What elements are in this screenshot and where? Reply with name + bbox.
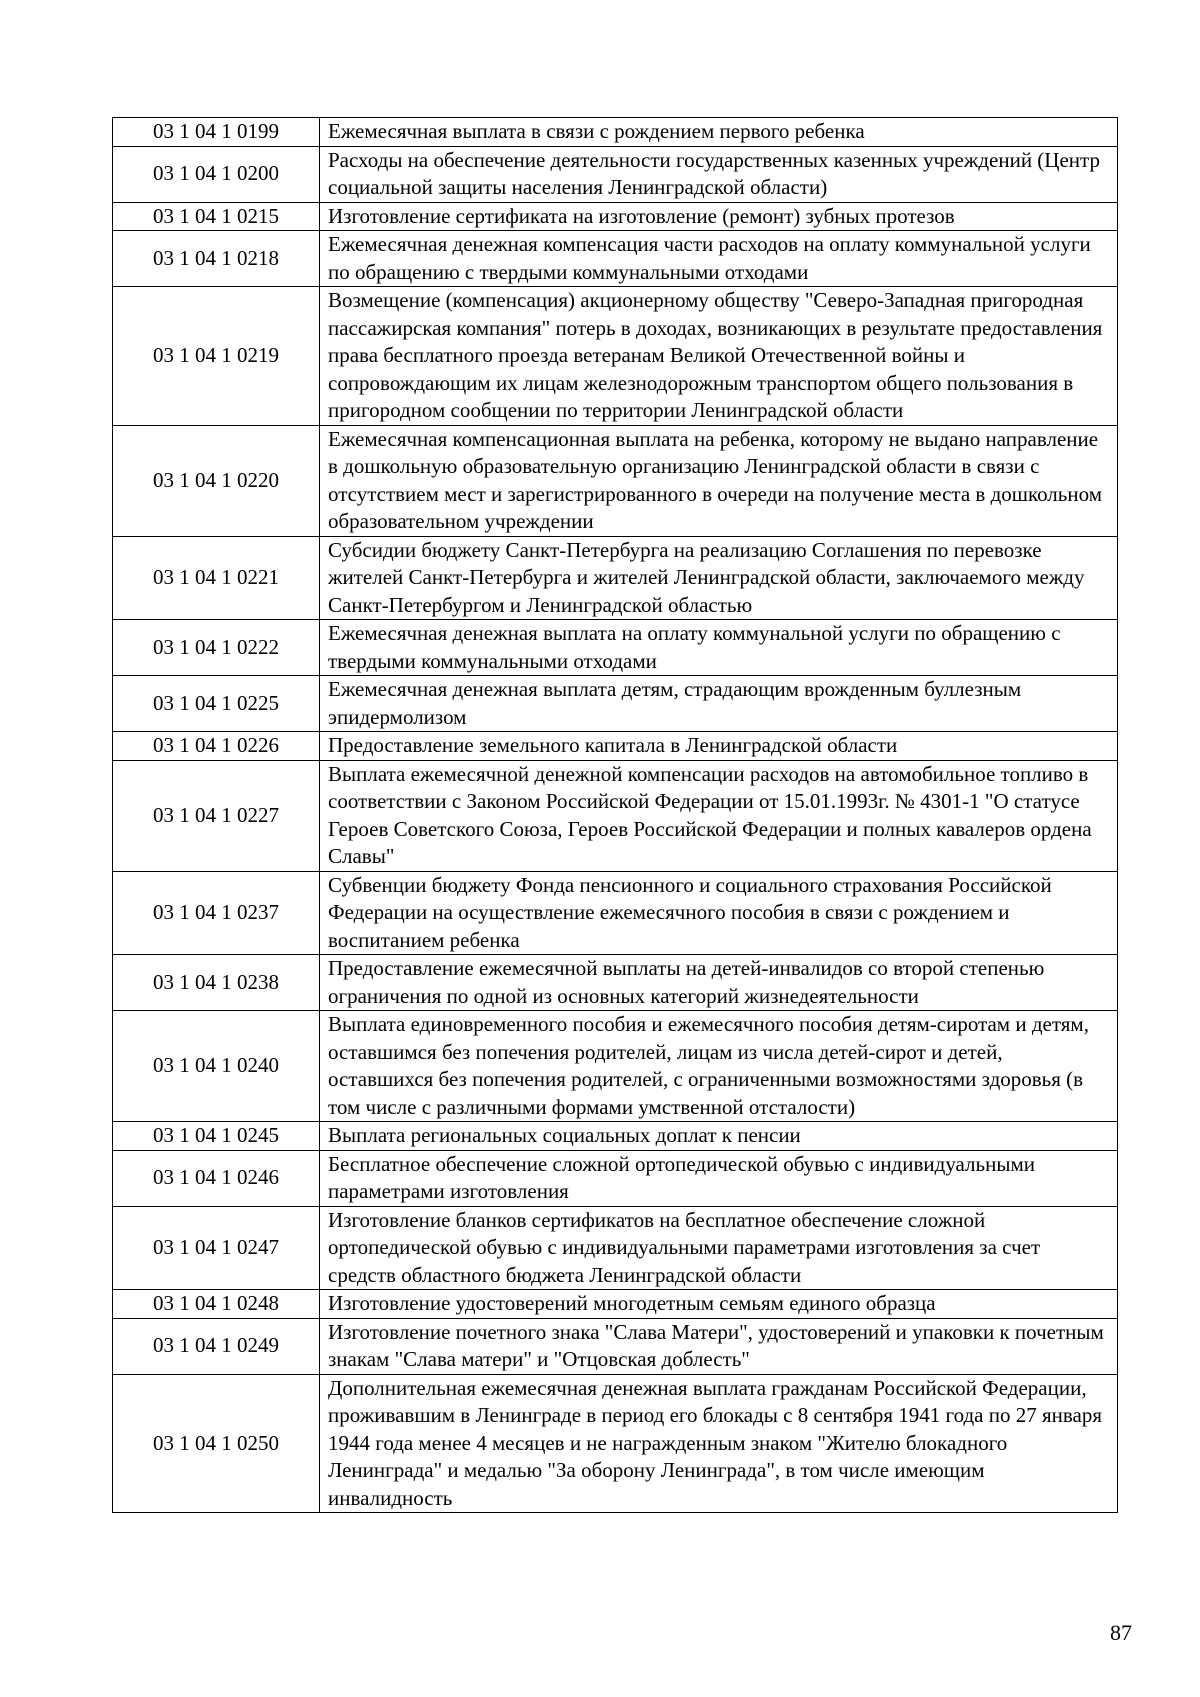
classification-code: 03 1 04 1 0225 xyxy=(113,676,320,732)
expense-description: Бесплатное обеспечение сложной ортопедической обувью с индивидуальными параметрами изготовления xyxy=(320,1150,1118,1206)
classification-code: 03 1 04 1 0240 xyxy=(113,1011,320,1122)
table-row xyxy=(113,1290,1118,1319)
table-body xyxy=(113,118,1118,1513)
classification-code: 03 1 04 1 0219 xyxy=(113,287,320,426)
expense-description: Ежемесячная денежная выплата на оплату коммунальной услуги по обращению с твердыми коммунальными отходами xyxy=(320,620,1118,676)
expense-description: Субсидии бюджету Санкт-Петербурга на реализацию Соглашения по перевозке жителей Санкт-Петербурга и жителей Ленинградской области, заключаемого между Санкт-Петербургом и Ленинградской областью xyxy=(320,536,1118,620)
expense-description: Изготовление почетного знака "Слава Матери", удостоверений и упаковки к почетным знакам "Слава матери" и "Отцовская доблесть" xyxy=(320,1318,1118,1374)
budget-codes-table xyxy=(112,117,1118,1513)
table-row xyxy=(113,760,1118,871)
expense-description: Расходы на обеспечение деятельности государственных казенных учреждений (Центр социальной защиты населения Ленинградской области) xyxy=(320,146,1118,202)
expense-description: Выплата региональных социальных доплат к пенсии xyxy=(320,1122,1118,1151)
table-row xyxy=(113,536,1118,620)
expense-description: Выплата ежемесячной денежной компенсации расходов на автомобильное топливо в соответствии с Законом Российской Федерации от 15.01.1993г. № 4301-1 "О статусе Героев Советского Союза, Героев Российской Федерации и полных кавалеров ордена Славы" xyxy=(320,760,1118,871)
expense-description: Предоставление земельного капитала в Ленинградской области xyxy=(320,732,1118,761)
classification-code: 03 1 04 1 0221 xyxy=(113,536,320,620)
table-row xyxy=(113,1206,1118,1290)
classification-code: 03 1 04 1 0200 xyxy=(113,146,320,202)
classification-code: 03 1 04 1 0215 xyxy=(113,202,320,231)
expense-description: Ежемесячная компенсационная выплата на ребенка, которому не выдано направление в дошкольную образовательную организацию Ленинградской области в связи с отсутствием мест и зарегистрированного в очереди на получение места в дошкольном образовательном учреждении xyxy=(320,425,1118,536)
classification-code: 03 1 04 1 0222 xyxy=(113,620,320,676)
expense-description: Изготовление удостоверений многодетным семьям единого образца xyxy=(320,1290,1118,1319)
table-row xyxy=(113,1374,1118,1513)
classification-code: 03 1 04 1 0227 xyxy=(113,760,320,871)
expense-description: Изготовление сертификата на изготовление (ремонт) зубных протезов xyxy=(320,202,1118,231)
classification-code: 03 1 04 1 0238 xyxy=(113,955,320,1011)
table-row xyxy=(113,871,1118,955)
page-number: 87 xyxy=(1110,1620,1132,1645)
table-row xyxy=(113,287,1118,426)
expense-description: Предоставление ежемесячной выплаты на детей-инвалидов со второй степенью ограничения по одной из основных категорий жизнедеятельности xyxy=(320,955,1118,1011)
table-row xyxy=(113,118,1118,147)
table-row xyxy=(113,620,1118,676)
classification-code: 03 1 04 1 0226 xyxy=(113,732,320,761)
expense-description: Ежемесячная денежная выплата детям, страдающим врожденным буллезным эпидермолизом xyxy=(320,676,1118,732)
classification-code: 03 1 04 1 0245 xyxy=(113,1122,320,1151)
classification-code: 03 1 04 1 0250 xyxy=(113,1374,320,1513)
table-row xyxy=(113,1318,1118,1374)
table-row xyxy=(113,1122,1118,1151)
table-row xyxy=(113,1150,1118,1206)
expense-description: Ежемесячная выплата в связи с рождением первого ребенка xyxy=(320,118,1118,147)
table-row xyxy=(113,202,1118,231)
classification-code: 03 1 04 1 0248 xyxy=(113,1290,320,1319)
table-row xyxy=(113,955,1118,1011)
expense-description: Возмещение (компенсация) акционерному обществу "Северо-Западная пригородная пассажирская компания" потерь в доходах, возникающих в результате предоставления права бесплатного проезда ветеранам Великой Отечественной войны и сопровождающим их лицам железнодорожным транспортом общего пользования в пригородном сообщении по территории Ленинградской области xyxy=(320,287,1118,426)
table-row xyxy=(113,676,1118,732)
classification-code: 03 1 04 1 0199 xyxy=(113,118,320,147)
classification-code: 03 1 04 1 0247 xyxy=(113,1206,320,1290)
table-row xyxy=(113,1011,1118,1122)
expense-description: Изготовление бланков сертификатов на бесплатное обеспечение сложной ортопедической обувью с индивидуальными параметрами изготовления за счет средств областного бюджета Ленинградской области xyxy=(320,1206,1118,1290)
classification-code: 03 1 04 1 0246 xyxy=(113,1150,320,1206)
classification-code: 03 1 04 1 0218 xyxy=(113,231,320,287)
table-row xyxy=(113,146,1118,202)
table-row xyxy=(113,231,1118,287)
expense-description: Выплата единовременного пособия и ежемесячного пособия детям-сиротам и детям, оставшимся без попечения родителей, лицам из числа детей-сирот и детей, оставшихся без попечения родителей, с ограниченными возможностями здоровья (в том числе с различными формами умственной отсталости) xyxy=(320,1011,1118,1122)
expense-description: Субвенции бюджету Фонда пенсионного и социального страхования Российской Федерации на осуществление ежемесячного пособия в связи с рождением и воспитанием ребенка xyxy=(320,871,1118,955)
classification-code: 03 1 04 1 0249 xyxy=(113,1318,320,1374)
expense-description: Ежемесячная денежная компенсация части расходов на оплату коммунальной услуги по обращению с твердыми коммунальными отходами xyxy=(320,231,1118,287)
expense-description: Дополнительная ежемесячная денежная выплата гражданам Российской Федерации, проживавшим в Ленинграде в период его блокады с 8 сентября 1941 года по 27 января 1944 года менее 4 месяцев и не награжденным знаком "Жителю блокадного Ленинграда" и медалью "За оборону Ленинграда", в том числе имеющим инвалидность xyxy=(320,1374,1118,1513)
classification-code: 03 1 04 1 0220 xyxy=(113,425,320,536)
table-row xyxy=(113,425,1118,536)
classification-code: 03 1 04 1 0237 xyxy=(113,871,320,955)
table-row xyxy=(113,732,1118,761)
